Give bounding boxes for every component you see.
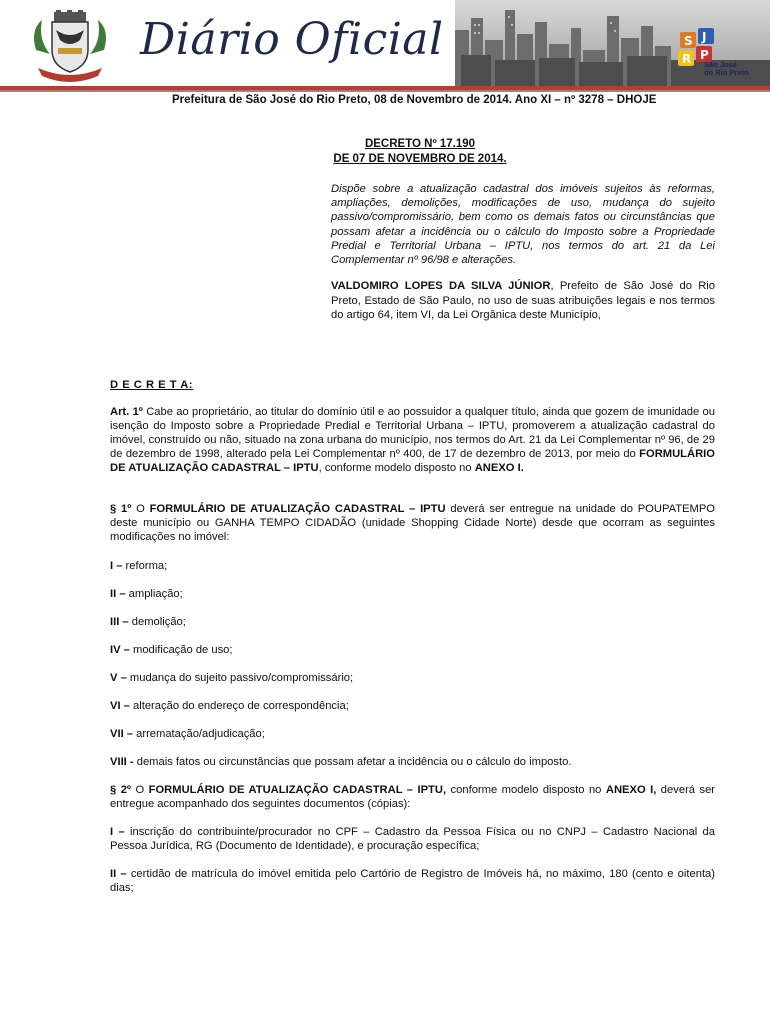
list-item-number: IV – xyxy=(110,644,130,656)
list-item xyxy=(110,671,715,685)
article-1 xyxy=(110,405,715,475)
svg-text:S: S xyxy=(684,34,693,48)
document-item xyxy=(110,825,715,853)
list-item-text: demolição; xyxy=(128,616,186,628)
paragraph-1-form: FORMULÁRIO DE ATUALIZAÇÃO CADASTRAL – IPTU xyxy=(149,503,446,515)
list-item-text: reforma; xyxy=(122,560,168,572)
document-item-number: I – xyxy=(110,826,125,838)
logo-caption-line-1: São José xyxy=(704,60,737,69)
article-1-label: Art. 1º xyxy=(110,406,143,418)
paragraph-1-pre: O xyxy=(131,503,150,515)
paragraph-1 xyxy=(110,502,715,544)
preamble-text: , Prefeito de São José do Rio Preto, Estado de São Paulo, no uso de suas atribuições legais e nos termos do artigo 64, item VI, da Lei Orgânica deste Município, xyxy=(331,280,715,322)
header-rule-shadow xyxy=(0,90,770,92)
paragraph-2-mid: conforme modelo disposto no xyxy=(446,784,606,796)
svg-text:J: J xyxy=(702,30,707,44)
list-item xyxy=(110,727,715,741)
list-item-text: demais fatos ou circunstâncias que possam afetar a incidência ou o cálculo do imposto. xyxy=(133,756,572,768)
coat-of-arms-icon xyxy=(28,10,112,84)
masthead xyxy=(0,0,770,96)
paragraph-2-label: § 2º xyxy=(110,784,131,796)
svg-text:P: P xyxy=(700,48,709,62)
list-item-text: ampliação; xyxy=(125,588,183,600)
newspaper-title: Diário Oficial xyxy=(140,14,444,65)
list-item xyxy=(110,559,715,573)
list-item xyxy=(110,615,715,629)
paragraph-2-form: FORMULÁRIO DE ATUALIZAÇÃO CADASTRAL – IPTU, xyxy=(148,784,447,796)
edition-line: Prefeitura de São José do Rio Preto, 08 de Novembro de 2014. Ano XI – nº 3278 – DHOJE xyxy=(172,94,657,106)
article-1-annex: ANEXO I. xyxy=(474,462,524,475)
mayor-name: VALDOMIRO LOPES DA SILVA JÚNIOR xyxy=(331,280,551,292)
paragraph-2 xyxy=(110,783,715,811)
article-1-text: Cabe ao proprietário, ao titular do domínio útil e ao possuidor a qualquer título, ainda que gozem de imunidade ou isenção do Imposto sobre a Propriedade Predial e Territorial Urbana – IPTU, promoverem a atualização cadastral do imóvel, construído ou não, situado na zona urbana do município, nos termos do Art. 21 da Lei Complementar nº 96, de 29 de dezembro de 1998, alterado pela Lei Complementar nº 400, de 17 de dezembro de 2013, por meio do xyxy=(110,406,716,461)
decreta-heading: D E C R E T A: xyxy=(110,379,194,391)
list-item-number: I – xyxy=(110,560,123,572)
list-item-number: V – xyxy=(110,672,127,684)
logo-caption xyxy=(704,61,756,77)
list-item-text: alteração do endereço de correspondência; xyxy=(129,700,349,712)
list-item-number: VIII - xyxy=(110,756,134,768)
decree-number: DECRETO Nº 17.190 xyxy=(364,138,476,150)
paragraph-1-label: § 1º xyxy=(110,503,132,515)
list-item xyxy=(110,643,715,657)
decree-title xyxy=(300,137,540,166)
list-item-text: modificação de uso; xyxy=(129,644,233,656)
list-item-text: mudança do sujeito passivo/compromissário; xyxy=(126,672,354,684)
paragraph-2-text: deverá ser entregue acompanhado dos seguintes documentos (cópias): xyxy=(110,784,716,811)
list-item xyxy=(110,699,715,713)
decree-preamble xyxy=(331,279,715,323)
document-item-text: inscrição do contribuinte/procurador no CPF – Cadastro da Pessoa Física ou no CNPJ – Cadastro Nacional da Pessoa Jurídica, RG (Documento de Identidade), e procuração específica; xyxy=(110,826,715,853)
list-item-number: VII – xyxy=(110,728,134,740)
list-item-number: III – xyxy=(110,616,129,628)
list-item-number: VI – xyxy=(110,700,130,712)
list-item xyxy=(110,587,715,601)
article-1-text-2: , conforme modelo disposto no xyxy=(318,462,475,475)
paragraph-2-annex: ANEXO I, xyxy=(605,784,657,796)
paragraph-2-pre: O xyxy=(131,784,149,796)
list-item-text: arrematação/adjudicação; xyxy=(133,728,265,740)
svg-text:R: R xyxy=(682,52,692,66)
document-item xyxy=(110,867,715,895)
list-item xyxy=(110,755,715,769)
document-item-number: II – xyxy=(110,868,127,880)
document-item-text: certidão de matrícula do imóvel emitida pelo Cartório de Registro de Imóveis há, no máximo, 180 (cento e oitenta) dias; xyxy=(110,868,715,895)
decree-date: DE 07 DE NOVEMBRO DE 2014. xyxy=(333,152,507,165)
decree-summary: Dispõe sobre a atualização cadastral dos imóveis sujeitos às reformas, ampliações, demolições, modificações de uso, mudança do sujeito passivo/compromissário, bem como os demais fatos ou circunstâncias que possam afetar a incidência ou o cálculo do Imposto sobre a Propriedade Predial e Territorial Urbana – IPTU, nos termos do art. 21 da Lei Complementar nº 96/98 e alterações. xyxy=(331,183,715,267)
logo-caption-line-2: do Rio Preto xyxy=(704,68,749,77)
article-1-form: FORMULÁRIO DE ATUALIZAÇÃO CADASTRAL – IPTU xyxy=(110,448,715,475)
paragraph-1-text: deverá ser entregue na unidade do POUPATEMPO deste município ou GANHA TEMPO CIDADÃO (unidade Shopping Cidade Norte) desde que ocorram as seguintes modificações no imóvel: xyxy=(110,503,715,544)
list-item-number: II – xyxy=(110,588,126,600)
